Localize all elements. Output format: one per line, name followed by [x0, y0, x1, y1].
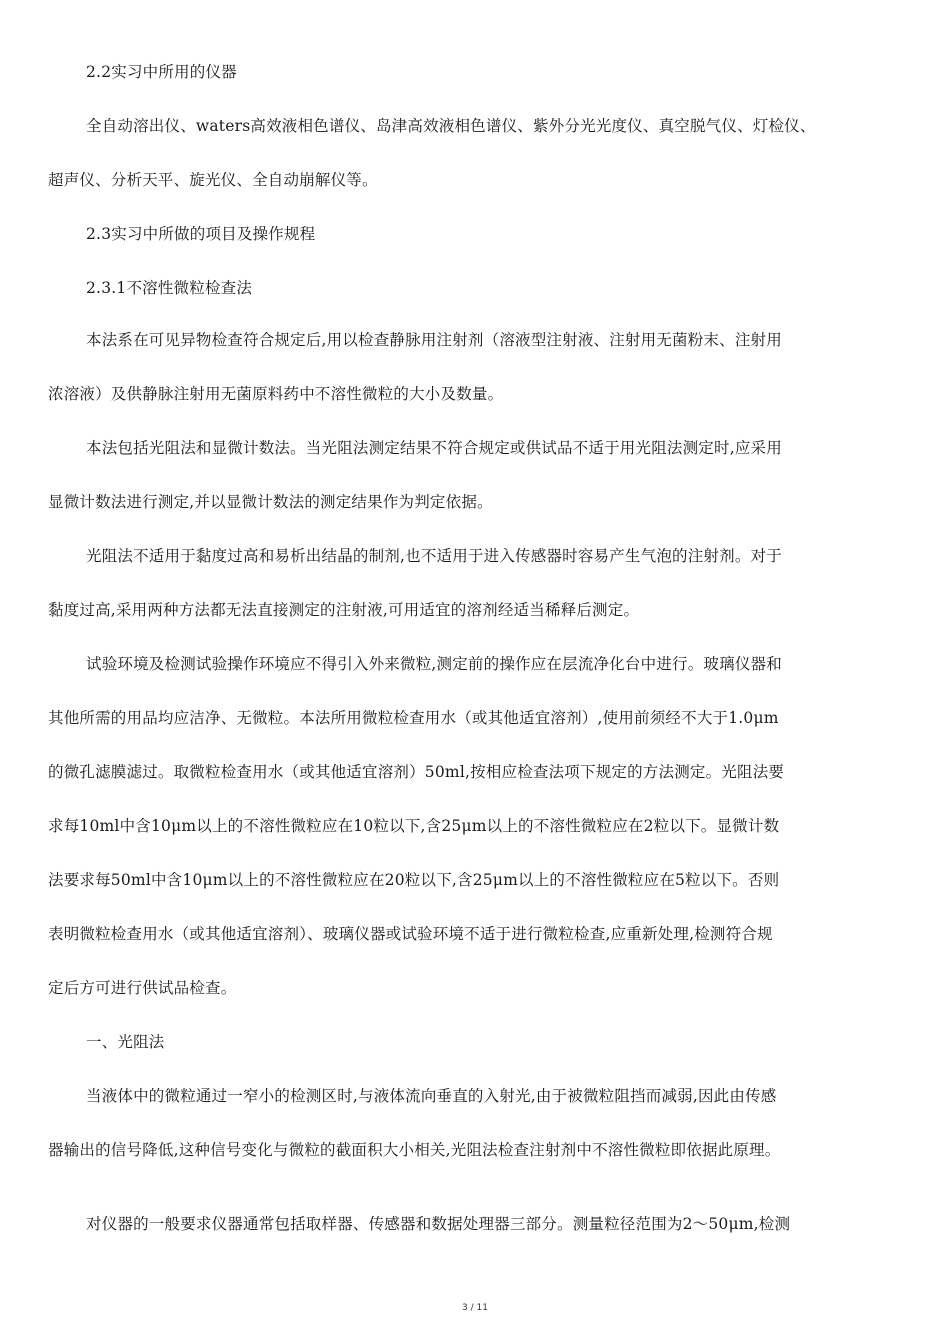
paragraph-line: 本法系在可见异物检查符合规定后,用以检查静脉用注射剂（溶液型注射液、注射用无菌粉末、注射用: [86, 331, 782, 349]
paragraph-line: 光阻法不适用于黏度过高和易析出结晶的制剂,也不适用于进入传感器时容易产生气泡的注射剂。对于: [86, 547, 782, 565]
paragraph-line: 当液体中的微粒通过一窄小的检测区时,与液体流向垂直的入射光,由于被微粒阻挡而减弱,因此由传感: [86, 1087, 777, 1105]
paragraph-line: 其他所需的用品均应洁净、无微粒。本法所用微粒检查用水（或其他适宜溶剂）,使用前须经不大于1.0μm: [48, 709, 779, 727]
paragraph-line: 浓溶液）及供静脉注射用无菌原料药中不溶性微粒的大小及数量。: [48, 385, 504, 403]
paragraph-line: 求每10ml中含10μm以上的不溶性微粒应在10粒以下,含25μm以上的不溶性微粒应在2粒以下。显微计数: [48, 817, 780, 835]
paragraph-line: 法要求每50ml中含10μm以上的不溶性微粒应在20粒以下,含25μm以上的不溶性微粒应在5粒以下。否则: [48, 871, 780, 889]
subsection-heading: 一、光阻法: [86, 1033, 165, 1051]
paragraph-line: 显微计数法进行测定,并以显微计数法的测定结果作为判定依据。: [48, 493, 493, 511]
paragraph-line: 超声仪、分析天平、旋光仪、全自动崩解仪等。: [48, 171, 378, 189]
paragraph-line: 黏度过高,采用两种方法都无法直接测定的注射液,可用适宜的溶剂经适当稀释后测定。: [48, 601, 640, 619]
page-number: 3 / 11: [462, 1303, 488, 1313]
paragraph-line: 对仪器的一般要求仪器通常包括取样器、传感器和数据处理器三部分。测量粒径范围为2～50μm,检测: [86, 1215, 791, 1233]
paragraph-line: 定后方可进行供试品检查。: [48, 979, 237, 997]
paragraph-line: 表明微粒检查用水（或其他适宜溶剂）、玻璃仪器或试验环境不适于进行微粒检查,应重新处理,检测符合规: [48, 925, 773, 943]
section-heading-2-3-1: 2.3.1不溶性微粒检查法: [86, 279, 253, 297]
paragraph-line: 的微孔滤膜滤过。取微粒检查用水（或其他适宜溶剂）50ml,按相应检查法项下规定的方法测定。光阻法要: [48, 763, 785, 781]
paragraph-line: 全自动溶出仪、waters高效液相色谱仪、岛津高效液相色谱仪、紫外分光光度仪、真空脱气仪、灯检仪、: [86, 117, 816, 135]
paragraph-line: 试验环境及检测试验操作环境应不得引入外来微粒,测定前的操作应在层流净化台中进行。玻璃仪器和: [86, 655, 782, 673]
paragraph-line: 器输出的信号降低,这种信号变化与微粒的截面积大小相关,光阻法检查注射剂中不溶性微粒即依据此原理。: [48, 1141, 781, 1159]
section-heading-2-3: 2.3实习中所做的项目及操作规程: [86, 225, 316, 243]
section-heading-2-2: 2.2实习中所用的仪器: [86, 63, 237, 81]
paragraph-line: 本法包括光阻法和显微计数法。当光阻法测定结果不符合规定或供试品不适于用光阻法测定时,应采用: [86, 439, 782, 457]
